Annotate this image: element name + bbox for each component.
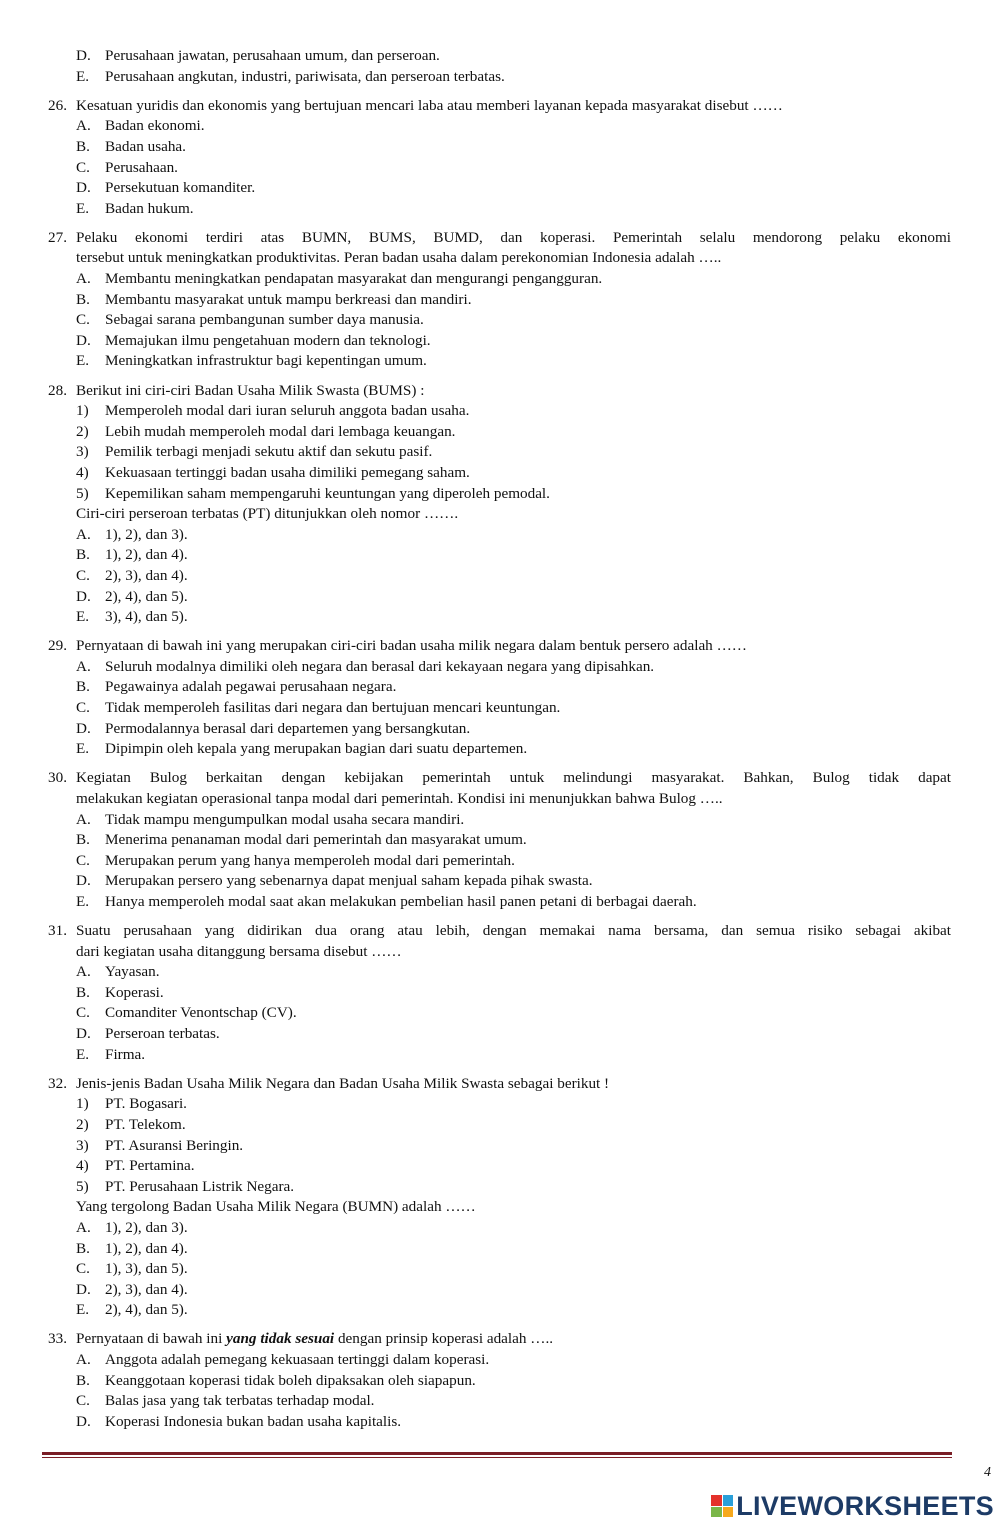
option-label: E. bbox=[76, 740, 90, 758]
option-text: Persekutuan komanditer. bbox=[105, 179, 256, 197]
option-text: Koperasi. bbox=[105, 983, 164, 1001]
option-label: B. bbox=[76, 983, 90, 1001]
option-text: Perusahaan. bbox=[105, 158, 178, 176]
question-number: 28. bbox=[48, 381, 67, 399]
answer-option[interactable] bbox=[0, 1177, 1000, 1197]
option-text: Badan usaha. bbox=[105, 137, 186, 155]
option-label: D. bbox=[76, 719, 91, 737]
option-label: D. bbox=[76, 1412, 91, 1430]
option-text: Perusahaan jawatan, perusahaan umum, dan perseroan. bbox=[105, 47, 440, 64]
option-label: A. bbox=[76, 657, 91, 675]
answer-option[interactable] bbox=[0, 463, 1000, 483]
question-text: Suatu perusahaan yang didirikan dua orang atau lebih, dengan memakai nama bersama, dan semua risiko sebagai akibat bbox=[76, 922, 951, 939]
option-text: 3), 4), dan 5). bbox=[105, 608, 188, 626]
option-label: D. bbox=[76, 1025, 91, 1042]
option-text: Lebih mudah memperoleh modal dari lembaga keuangan. bbox=[105, 422, 456, 440]
option-label: A. bbox=[76, 270, 91, 287]
answer-option[interactable] bbox=[0, 137, 1000, 157]
option-label: A. bbox=[76, 1218, 91, 1236]
answer-option[interactable] bbox=[0, 1045, 1000, 1065]
option-text: Dipimpin oleh kepala yang merupakan bagian dari suatu departemen. bbox=[105, 740, 528, 758]
liveworksheets-logo[interactable] bbox=[711, 1490, 994, 1522]
logo-icon bbox=[711, 1495, 733, 1517]
option-text: Keanggotaan koperasi tidak boleh dipaksakan oleh siapapun. bbox=[105, 1371, 476, 1389]
option-text: Pegawainya adalah pegawai perusahaan negara. bbox=[105, 678, 397, 696]
answer-option[interactable] bbox=[0, 310, 1000, 330]
question-text: tersebut untuk meningkatkan produktivitas. Peran badan usaha dalam perekonomian Indonesia adalah ….. bbox=[76, 249, 722, 267]
question-text: Ciri-ciri perseroan terbatas (PT) ditunjukkan oleh nomor ……. bbox=[76, 505, 459, 523]
footer-rule-thin bbox=[42, 1457, 952, 1458]
answer-option[interactable] bbox=[0, 962, 1000, 982]
option-label: 2) bbox=[76, 422, 89, 440]
option-text: PT. Asuransi Beringin. bbox=[105, 1136, 244, 1154]
answer-option[interactable] bbox=[0, 566, 1000, 586]
question-text: Pernyataan di bawah ini yang tidak sesuai dengan prinsip koperasi adalah ….. bbox=[76, 1330, 554, 1348]
option-text: Meningkatkan infrastruktur bagi kepentingan umum. bbox=[105, 352, 427, 370]
answer-option[interactable] bbox=[0, 545, 1000, 565]
option-label: C. bbox=[76, 1004, 90, 1022]
question-stem bbox=[0, 228, 1000, 248]
option-text: 1), 3), dan 5). bbox=[105, 1260, 188, 1278]
answer-option[interactable] bbox=[0, 1300, 1000, 1320]
option-text: Tidak memperoleh fasilitas dari negara dan bertujuan mencari keuntungan. bbox=[105, 699, 561, 716]
footer-rule bbox=[42, 1452, 952, 1455]
answer-option[interactable] bbox=[0, 1280, 1000, 1300]
answer-option[interactable] bbox=[0, 1156, 1000, 1176]
option-label: C. bbox=[76, 311, 90, 329]
option-label: A. bbox=[76, 810, 91, 828]
question-number: 33. bbox=[48, 1330, 67, 1348]
question-number: 29. bbox=[48, 637, 67, 655]
option-label: B. bbox=[76, 290, 90, 308]
answer-option[interactable] bbox=[0, 442, 1000, 462]
option-text: 2), 4), dan 5). bbox=[105, 587, 188, 605]
option-label: E. bbox=[76, 608, 90, 626]
answer-option[interactable] bbox=[0, 830, 1000, 850]
answer-option[interactable] bbox=[0, 1024, 1000, 1044]
option-label: D. bbox=[76, 1280, 91, 1298]
question-text-continued bbox=[0, 1197, 1000, 1217]
option-label: C. bbox=[76, 566, 90, 584]
answer-option[interactable] bbox=[0, 199, 1000, 219]
option-text: Yayasan. bbox=[105, 963, 160, 981]
answer-option[interactable] bbox=[0, 677, 1000, 697]
question-stem bbox=[0, 768, 1000, 788]
answer-option[interactable] bbox=[0, 810, 1000, 830]
answer-option[interactable] bbox=[0, 116, 1000, 136]
option-text: Seluruh modalnya dimiliki oleh negara dan berasal dari kekayaan negara yang dipisahkan. bbox=[105, 657, 655, 675]
question-stem bbox=[0, 96, 1000, 116]
answer-option[interactable] bbox=[0, 983, 1000, 1003]
question-text-continued bbox=[0, 942, 1000, 962]
option-text: Comanditer Venontschap (CV). bbox=[105, 1004, 297, 1022]
answer-option[interactable] bbox=[0, 1259, 1000, 1279]
answer-option[interactable] bbox=[0, 67, 1000, 87]
option-text: Membantu masyarakat untuk mampu berkreasi dan mandiri. bbox=[105, 290, 472, 308]
answer-option[interactable] bbox=[0, 1094, 1000, 1114]
option-label: E. bbox=[76, 1045, 90, 1063]
question-stem bbox=[0, 921, 1000, 941]
answer-option[interactable] bbox=[0, 401, 1000, 421]
option-label: D. bbox=[76, 331, 91, 349]
question-text: dari kegiatan usaha ditanggung bersama disebut …… bbox=[76, 942, 402, 960]
option-text: 1), 2), dan 3). bbox=[105, 1218, 188, 1236]
question-text-continued bbox=[0, 248, 1000, 268]
option-text: Koperasi Indonesia bukan badan usaha kapitalis. bbox=[105, 1412, 402, 1430]
option-text: Menerima penanaman modal dari pemerintah dan masyarakat umum. bbox=[105, 831, 527, 849]
option-label: 3) bbox=[76, 443, 89, 461]
option-text: 2), 3), dan 4). bbox=[105, 566, 188, 584]
option-label: C. bbox=[76, 1260, 90, 1278]
answer-option[interactable] bbox=[0, 1412, 1000, 1432]
answer-option[interactable] bbox=[0, 698, 1000, 718]
option-text: Badan hukum. bbox=[105, 199, 194, 217]
option-text: Balas jasa yang tak terbatas terhadap modal. bbox=[105, 1392, 375, 1410]
brand-name: LIVEWORKSHEETS bbox=[736, 1490, 994, 1521]
option-label: 4) bbox=[76, 463, 89, 481]
answer-option[interactable] bbox=[0, 892, 1000, 912]
option-label: D. bbox=[76, 47, 91, 64]
option-label: C. bbox=[76, 158, 90, 176]
question-number: 26. bbox=[48, 96, 67, 114]
option-label: E. bbox=[76, 1301, 90, 1319]
answer-option[interactable] bbox=[0, 484, 1000, 504]
question-text: melakukan kegiatan operasional tanpa modal dari pemerintah. Kondisi ini menunjukkan bahwa Bulog ….. bbox=[76, 789, 723, 807]
option-label: 5) bbox=[76, 1177, 89, 1195]
option-label: B. bbox=[76, 137, 90, 155]
answer-option[interactable] bbox=[0, 607, 1000, 627]
option-label: C. bbox=[76, 699, 90, 716]
option-text: Tidak mampu mengumpulkan modal usaha secara mandiri. bbox=[105, 810, 465, 828]
answer-option[interactable] bbox=[0, 1391, 1000, 1411]
answer-option[interactable] bbox=[0, 1239, 1000, 1259]
question-stem bbox=[0, 636, 1000, 656]
option-text: PT. Pertamina. bbox=[105, 1157, 195, 1175]
question-text: Kesatuan yuridis dan ekonomis yang bertujuan mencari laba atau memberi layanan kepada masyarakat disebut …… bbox=[76, 96, 783, 114]
option-text: Anggota adalah pemegang kekuasaan tertinggi dalam koperasi. bbox=[105, 1351, 490, 1368]
option-label: 1) bbox=[76, 402, 89, 420]
option-text: Merupakan persero yang sebenarnya dapat menjual saham kepada pihak swasta. bbox=[105, 872, 593, 890]
option-label: C. bbox=[76, 1392, 90, 1410]
answer-option[interactable] bbox=[0, 1218, 1000, 1238]
option-text: PT. Bogasari. bbox=[105, 1095, 187, 1113]
option-label: B. bbox=[76, 678, 90, 696]
option-text: Badan ekonomi. bbox=[105, 117, 205, 135]
option-text: PT. Telekom. bbox=[105, 1115, 186, 1133]
question-text: Pernyataan di bawah ini yang merupakan ciri-ciri badan usaha milik negara dalam bentuk persero adalah …… bbox=[76, 637, 747, 655]
answer-option[interactable] bbox=[0, 739, 1000, 759]
answer-option[interactable] bbox=[0, 158, 1000, 178]
option-text: Merupakan perum yang hanya memperoleh modal dari pemerintah. bbox=[105, 851, 515, 869]
option-label: E. bbox=[76, 199, 90, 217]
option-label: A. bbox=[76, 963, 91, 981]
option-text: Permodalannya berasal dari departemen yang bersangkutan. bbox=[105, 719, 471, 737]
answer-option[interactable] bbox=[0, 46, 1000, 66]
answer-option[interactable] bbox=[0, 871, 1000, 891]
answer-option[interactable] bbox=[0, 1136, 1000, 1156]
option-text: Membantu meningkatkan pendapatan masyarakat dan mengurangi pengangguran. bbox=[105, 270, 603, 287]
answer-option[interactable] bbox=[0, 587, 1000, 607]
option-text: Sebagai sarana pembangunan sumber daya manusia. bbox=[105, 311, 424, 329]
option-label: E. bbox=[76, 67, 90, 85]
option-label: B. bbox=[76, 546, 90, 564]
question-number: 31. bbox=[48, 922, 67, 939]
option-text: 2), 4), dan 5). bbox=[105, 1301, 188, 1319]
question-text-continued bbox=[0, 504, 1000, 524]
option-text: 1), 2), dan 4). bbox=[105, 546, 188, 564]
option-label: 4) bbox=[76, 1157, 89, 1175]
answer-option[interactable] bbox=[0, 719, 1000, 739]
answer-option[interactable] bbox=[0, 657, 1000, 677]
page-number: 4 bbox=[984, 1465, 991, 1480]
option-label: 5) bbox=[76, 484, 89, 502]
option-text: Firma. bbox=[105, 1045, 146, 1063]
answer-option[interactable] bbox=[0, 422, 1000, 442]
option-text: Memajukan ilmu pengetahuan modern dan teknologi. bbox=[105, 331, 431, 349]
emphasis-text: yang tidak sesuai bbox=[226, 1330, 335, 1348]
option-label: B. bbox=[76, 831, 90, 849]
option-text: Pemilik terbagi menjadi sekutu aktif dan sekutu pasif. bbox=[105, 443, 433, 461]
option-label: A. bbox=[76, 117, 91, 135]
answer-option[interactable] bbox=[0, 1350, 1000, 1370]
option-label: D. bbox=[76, 872, 91, 890]
option-label: C. bbox=[76, 851, 90, 869]
option-text: Memperoleh modal dari iuran seluruh anggota badan usaha. bbox=[105, 402, 470, 420]
question-number: 27. bbox=[48, 228, 67, 246]
option-label: A. bbox=[76, 1351, 91, 1368]
answer-option[interactable] bbox=[0, 331, 1000, 351]
option-text: PT. Perusahaan Listrik Negara. bbox=[105, 1177, 295, 1195]
option-label: B. bbox=[76, 1239, 90, 1257]
option-label: D. bbox=[76, 587, 91, 605]
answer-option[interactable] bbox=[0, 525, 1000, 545]
option-text: 2), 3), dan 4). bbox=[105, 1280, 188, 1298]
option-text: 1), 2), dan 3). bbox=[105, 525, 188, 543]
question-text-continued bbox=[0, 789, 1000, 809]
answer-option[interactable] bbox=[0, 178, 1000, 198]
answer-option[interactable] bbox=[0, 351, 1000, 371]
question-stem bbox=[0, 1074, 1000, 1094]
answer-option[interactable] bbox=[0, 290, 1000, 310]
option-text: 1), 2), dan 4). bbox=[105, 1239, 188, 1257]
option-text: Perusahaan angkutan, industri, pariwisata, dan perseroan terbatas. bbox=[105, 67, 505, 85]
option-text: Perseroan terbatas. bbox=[105, 1025, 220, 1042]
question-text: Kegiatan Bulog berkaitan dengan kebijakan pemerintah untuk melindungi masyarakat. Bahkan, Bulog tidak dapat bbox=[76, 769, 951, 787]
question-number: 32. bbox=[48, 1074, 67, 1092]
answer-option[interactable] bbox=[0, 1003, 1000, 1023]
question-text: Jenis-jenis Badan Usaha Milik Negara dan Badan Usaha Milik Swasta sebagai berikut ! bbox=[76, 1074, 610, 1092]
option-text: Kekuasaan tertinggi badan usaha dimiliki pemegang saham. bbox=[105, 463, 470, 481]
option-label: 1) bbox=[76, 1095, 89, 1113]
answer-option[interactable] bbox=[0, 1371, 1000, 1391]
option-label: E. bbox=[76, 892, 90, 910]
question-number: 30. bbox=[48, 769, 67, 787]
option-label: D. bbox=[76, 179, 91, 197]
question-text: Yang tergolong Badan Usaha Milik Negara (BUMN) adalah …… bbox=[76, 1198, 476, 1216]
option-label: B. bbox=[76, 1371, 90, 1389]
question-stem bbox=[0, 1329, 1000, 1349]
question-text: Pelaku ekonomi terdiri atas BUMN, BUMS, BUMD, dan koperasi. Pemerintah selalu mendorong pelaku ekonomi bbox=[76, 228, 951, 246]
question-text: Berikut ini ciri-ciri Badan Usaha Milik Swasta (BUMS) : bbox=[76, 381, 425, 399]
option-label: 3) bbox=[76, 1136, 89, 1154]
option-text: Hanya memperoleh modal saat akan melakukan pembelian hasil panen petani di berbagai daerah. bbox=[105, 892, 697, 910]
option-label: A. bbox=[76, 525, 91, 543]
option-label: E. bbox=[76, 352, 90, 370]
option-label: 2) bbox=[76, 1115, 89, 1133]
answer-option[interactable] bbox=[0, 269, 1000, 289]
option-text: Kepemilikan saham mempengaruhi keuntungan yang diperoleh pemodal. bbox=[105, 484, 550, 502]
question-stem bbox=[0, 381, 1000, 401]
answer-option[interactable] bbox=[0, 1115, 1000, 1135]
answer-option[interactable] bbox=[0, 851, 1000, 871]
